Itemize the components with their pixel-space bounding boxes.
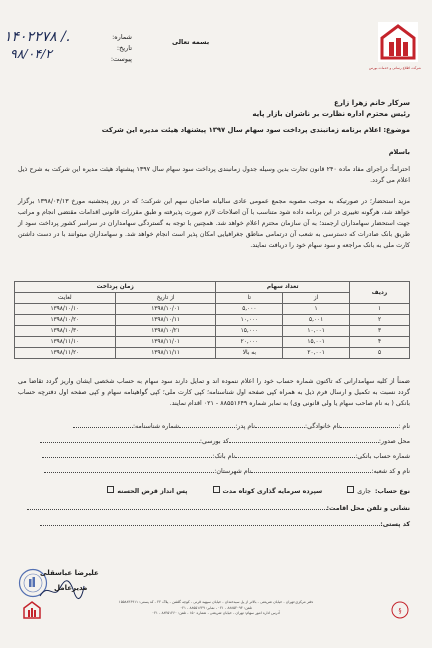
form-row-account-type [104,486,410,495]
bourse-code-field[interactable] [40,436,200,443]
account-number-field[interactable] [235,451,355,458]
meta-date: تاریخ: [116,44,132,52]
footer-line: آدرس اداره امور سهام: تهران - خیابان شریعتی ، شماره ۱۵۰ - تلفن: ۸۸۴۵۱۲۶۰ - ۰۲۱ [152,611,280,616]
table-row [15,326,410,337]
cell-to: ۲۰,۰۰۰ [216,337,283,348]
recipient-title: رئیس محترم اداره نظارت بر ناشران بازار پایه [252,110,410,118]
id-number-field[interactable] [73,421,133,428]
cell-to-date: ۱۳۹۸/۱۱/۲۰ [15,348,116,359]
subject: موضوع: اعلام برنامه زمانبندی پرداخت سود سهام سال ۱۳۹۷ پیشنهاد هیئت مدیره این شرکت [101,126,410,134]
paragraph-notice: مزید استحضار؛ در صورتیکه به موجب مصوبه مجمع عمومی عادی سالیانه صاحبان سهم این شرکت؛ که در روز پنجشنبه مورخ ۱۳۹۸/۰۴/۱۳ برگزار خواهد شد، هرگونه تغییری در این برنامه داده شود متناسب با آن اصلاحات لازم صورت پذیرفته و طبق مقررات قانونی اقدامات مقتضی انجام و مراتب جهت استحضار سهامداران ارجمند؛ به آن سازمان محترم اعلام خواهد شد. همچنین با توجه به گستردگی سهامداران در سراسر کشور پرداخت سود از طریق بانک صادرات که دسترسی به شعب آن درتمامی مناطق جغرافیایی امکان پذیر است انجام خواهد شد. و سهامداران میتوانند با در دست داشتن کارت ملی به بانک مراجعه و سود سهام خود را دریافت نمایند. [18,198,410,249]
cell-row: ۳ [350,326,410,337]
paragraph-account-request: ضمناً از کلیه سهامدارانی که تاکنون شماره حساب خود را اعلام ننموده اند و تمایل دارند سود سهام به حساب شخصی ایشان واریز گردد تقاضا می گردد نسبت به تکمیل و ارسال فرم ذیل به همراه کپی صفحه اول شناسنامه؛ کپی کارت ملی؛ کپی گواهینامه سهام و کپی صفحه اول دفترچه حساب بانکی ( به نام صاحب سهام یا ولی قانونی وی) به نمابر شماره ۸۸۵۵۱۶۴۹ - ۰۲۱ اقدام نمایند. [18,378,410,407]
label-address: نشانی و تلفن محل اقامت: [326,505,410,512]
cell-from: ۵,۰۰۱ [283,315,350,326]
footer-line: دفتر مرکزی:تهران - خیابان شریعتی - بالاتر از پل سیدخندان - خیابان سپهبد قرنی - کوچه گلشن - پلاک ۲۲ - کد پستی: ۱۵۵۸۸۳۶۹۱۱ [118,600,314,604]
form-row-issue [40,436,410,445]
footer-line: تلفن: ۸۸۸۵۲۰۹۴ - ۰۲۱ ، نمابر: ۸۸۵۵۱۶۴۹ - ۰۲۱ [180,605,252,610]
label-type-savings: سپرده سرمایه گذاری کوتاه مدت [222,488,323,495]
father-name-field[interactable] [179,421,235,428]
table-row [15,304,410,315]
label-account-type: نوع حساب: [375,488,410,495]
logo-caption: شرکت اطلاع رسانی و خدمات بورس [368,66,422,70]
cell-from-date: ۱۳۹۸/۱۰/۱۱ [115,315,216,326]
table-row [15,348,410,359]
cell-to: ۱۵,۰۰۰ [216,326,283,337]
recipient [18,98,410,120]
address-field[interactable] [27,503,327,510]
checkbox-savings[interactable] [213,486,220,493]
cell-from-date: ۱۳۹۸/۱۰/۰۱ [115,304,216,315]
schedule-table [14,281,410,359]
cell-row: ۴ [350,337,410,348]
greeting: باسلام [388,148,410,156]
header-payment: زمان پرداخت [15,282,216,293]
label-surname: نام خانوادگی: [304,423,341,430]
cell-row: ۲ [350,315,410,326]
form-row-account [42,451,410,460]
label-type-loan: پس انداز قرض الحسنه [117,488,188,495]
header-from-date: از تاریخ [115,293,216,304]
cell-from: ۱ [283,304,350,315]
cell-from-date: ۱۳۹۸/۱۱/۰۱ [115,337,216,348]
label-account-no: شماره حساب بانکی: [355,453,410,460]
recipient-name: سرکار خانم زهرا زارع [334,99,410,107]
cell-row: ۱ [350,304,410,315]
label-city: نام شهرستان: [214,468,252,475]
label-branch: نام و کد شعبه: [371,468,410,475]
issue-place-field[interactable] [229,436,379,443]
paragraph-intro: احتراماً؛ دراجرای مفاد ماده ۲۴۰ قانون تجارت بدین وسیله جدول زمانبندی پرداخت سود سهام سال ۱۳۹۷ پیشنهاد هیئت مدیره این شرکت به شرح ذیل اعلام می گردد. [18,166,411,184]
bismillah: بسمه تعالی [172,38,210,46]
checkbox-loan[interactable] [107,486,114,493]
surname-field[interactable] [255,421,305,428]
cell-from-date: ۱۳۹۸/۱۰/۲۱ [115,326,216,337]
cell-from: ۱۵,۰۰۱ [283,337,350,348]
postal-code-field[interactable] [40,519,380,526]
footer-logo-icon [22,600,42,620]
cell-to-date: ۱۳۹۸/۱۱/۱۰ [15,337,116,348]
cell-from: ۱۰,۰۰۱ [283,326,350,337]
cell-to-date: ۱۳۹۸/۱۰/۲۰ [15,315,116,326]
footer-seal-icon [390,600,410,620]
label-id-no: شماره شناسنامه: [132,423,180,430]
cell-from: ۲۰,۰۰۱ [283,348,350,359]
handwritten-date: ۹۸/۰۴/۲ [10,46,52,61]
label-bourse-code: کد بورسی: [199,438,229,445]
signer-name: علیرضا عباسقلی [40,569,99,577]
header-to: تا [216,293,283,304]
cell-row: ۵ [350,348,410,359]
table-row [15,315,410,326]
signer-title: مدیرعامل [54,584,88,592]
header-row-no: ردیف [350,282,410,304]
cell-from-date: ۱۳۹۸/۱۱/۱۱ [115,348,216,359]
header-to-date: لغایت [15,293,116,304]
city-field[interactable] [44,466,214,473]
table-header-row [15,282,410,293]
form-row-postal [40,519,410,528]
cell-to-date: ۱۳۹۸/۱۰/۱۰ [15,304,116,315]
label-issue-place: محل صدور: [378,438,410,445]
cell-to-date: ۱۳۹۸/۱۰/۳۰ [15,326,116,337]
label-bank-name: نام بانک: [212,453,236,460]
form-row-identity [73,421,410,430]
company-logo [378,22,418,62]
bank-name-field[interactable] [42,451,212,458]
name-field[interactable] [340,421,398,428]
cell-to: به بالا [216,348,283,359]
header-from: از [283,293,350,304]
table-row [15,337,410,348]
meta-number: شماره: [112,33,132,41]
form-row-address [27,503,410,512]
label-postal: کد پستی: [380,521,410,528]
checkbox-current[interactable] [347,486,354,493]
branch-field[interactable] [251,466,371,473]
label-father: نام پدر: [235,423,255,430]
form-row-branch [44,466,410,475]
meta-attachment: پیوست: [110,55,132,63]
footer-address [66,600,366,617]
label-type-current: جاری [357,488,372,495]
svg-text:§: § [398,607,402,615]
handwritten-number: ۱۴۰۲۲۷۸ /. [4,29,71,45]
cell-to: ۱۰,۰۰۰ [216,315,283,326]
cell-to: ۵,۰۰۰ [216,304,283,315]
label-name: نام : [398,423,410,430]
header-shares: تعداد سهام [216,282,350,293]
